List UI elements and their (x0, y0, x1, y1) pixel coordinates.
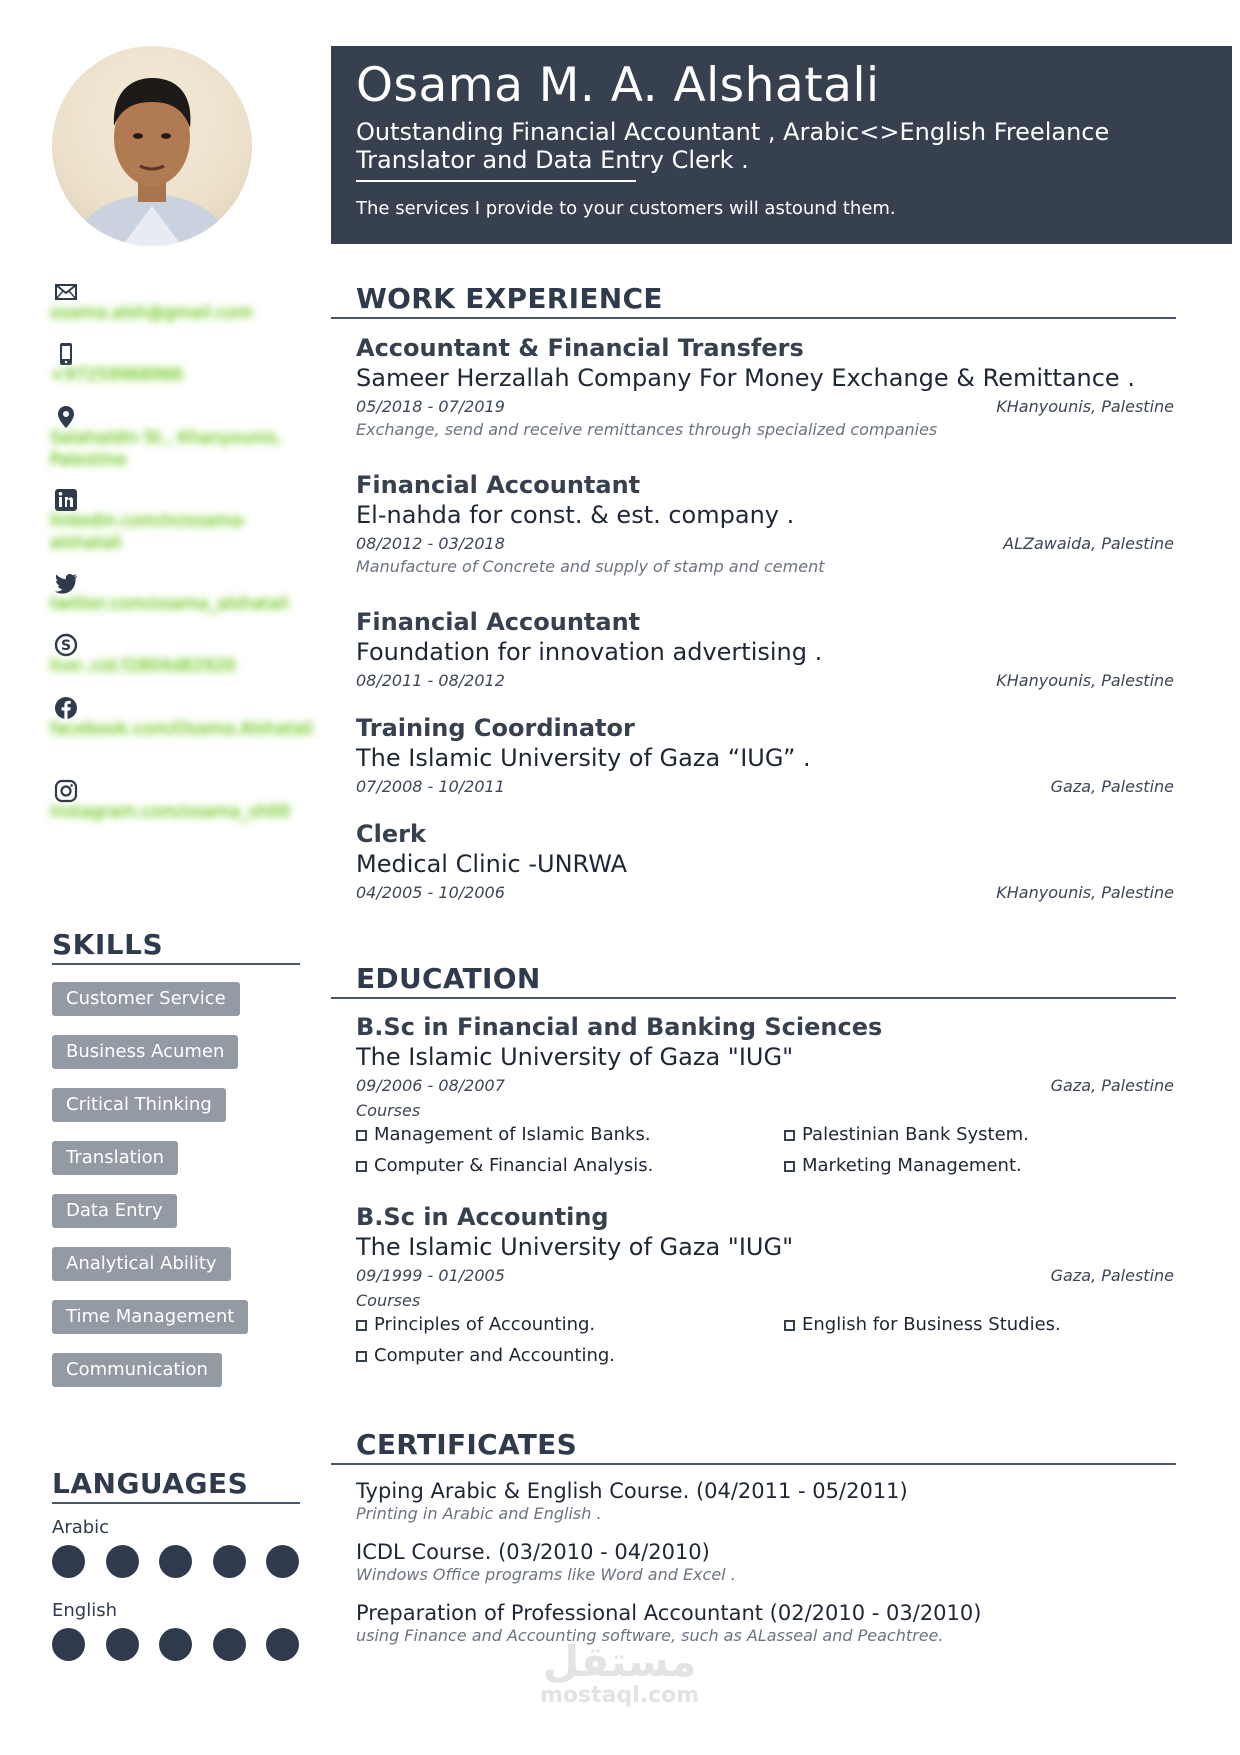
skill-tag: Data Entry (52, 1194, 177, 1228)
contact-instagram[interactable]: instagram.com/osama_sh00 (50, 802, 291, 822)
job-company: Medical Clinic -UNRWA (356, 850, 628, 878)
degree-title: B.Sc in Financial and Banking Sciences (356, 1013, 883, 1041)
job-date: 08/2011 - 08/2012 (356, 671, 505, 690)
education-entry (356, 1012, 1174, 1186)
contact-twitter[interactable]: twitter.com/osama_alshatali (50, 594, 289, 614)
watermark-arabic: مستقل (542, 1637, 697, 1686)
watermark-latin: mostaql.com (540, 1683, 700, 1708)
job-entry (356, 470, 1174, 578)
certificate-description: using Finance and Accounting software, such as ALasseal and Peachtree. (356, 1626, 944, 1645)
profile-portrait (52, 46, 252, 246)
language-level-dot (106, 1628, 139, 1661)
certificate-title: Preparation of Professional Accountant (02/2010 - 03/2010) (356, 1601, 982, 1625)
course-list (356, 1122, 1174, 1186)
certificate-entry (356, 1539, 1174, 1585)
certificate-title: Typing Arabic & English Course. (04/2011 - 05/2011) (356, 1479, 908, 1503)
education-entry (356, 1202, 1174, 1376)
headline: Outstanding Financial Accountant , Arabic<>English Freelance Translator and Data Entry Clerk . (356, 118, 1110, 174)
education-heading: EDUCATION (331, 962, 1176, 999)
job-title: Financial Accountant (356, 471, 641, 499)
person-name: Osama M. A. Alshatali (356, 58, 880, 113)
skill-tag: Analytical Ability (52, 1247, 231, 1281)
job-entry (356, 713, 1174, 799)
job-location: Gaza, Palestine (1050, 777, 1174, 796)
certificate-entry (356, 1478, 1174, 1524)
job-location: ALZawaida, Palestine (1003, 534, 1174, 553)
job-company: Foundation for innovation advertising . (356, 638, 823, 666)
job-company: Sameer Herzallah Company For Money Exchange & Remittance . (356, 364, 1135, 392)
certificate-description: Windows Office programs like Word and Excel . (356, 1565, 736, 1584)
contact-facebook[interactable]: facebook.com/Osama.Alshatali (50, 719, 314, 739)
school-name: The Islamic University of Gaza "IUG" (356, 1233, 794, 1261)
course-item: Management of Islamic Banks. (356, 1124, 651, 1145)
course-list (356, 1312, 1174, 1376)
contact-skype[interactable]: live:.cid.f2804d82920 (50, 656, 236, 676)
courses-label: Courses (356, 1291, 421, 1310)
language-level-dot (106, 1545, 139, 1578)
contact-phone[interactable]: +97259968966 (50, 365, 184, 385)
summary: The services I provide to your customers will astound them. (356, 198, 896, 219)
resume-header (331, 46, 1232, 244)
job-location: KHanyounis, Palestine (996, 671, 1174, 690)
degree-title: B.Sc in Accounting (356, 1203, 609, 1231)
job-title: Financial Accountant (356, 608, 641, 636)
skills-list (52, 982, 302, 1406)
language-level-dot (213, 1628, 246, 1661)
certificate-entry (356, 1600, 1174, 1646)
certificates-heading: CERTIFICATES (331, 1428, 1176, 1465)
school-name: The Islamic University of Gaza "IUG" (356, 1043, 794, 1071)
course-item: Computer and Accounting. (356, 1345, 615, 1366)
job-entry (356, 819, 1174, 905)
language-level-dot (266, 1628, 299, 1661)
job-title: Clerk (356, 820, 426, 848)
skill-tag: Translation (52, 1141, 178, 1175)
courses-label: Courses (356, 1101, 421, 1120)
skill-tag: Customer Service (52, 982, 240, 1016)
skill-tag: Time Management (52, 1300, 248, 1334)
mostaql-watermark (540, 1637, 700, 1708)
language-level-dot (159, 1545, 192, 1578)
job-title: Training Coordinator (356, 714, 635, 742)
skill-tag: Business Acumen (52, 1035, 238, 1069)
job-location: KHanyounis, Palestine (996, 883, 1174, 902)
education-date: 09/2006 - 08/2007 (356, 1076, 505, 1095)
header-divider (356, 180, 636, 182)
job-entry (356, 607, 1174, 693)
job-date: 07/2008 - 10/2011 (356, 777, 505, 796)
course-item: Computer & Financial Analysis. (356, 1155, 653, 1176)
skill-tag: Communication (52, 1353, 222, 1387)
course-item: Principles of Accounting. (356, 1314, 595, 1335)
job-date: 04/2005 - 10/2006 (356, 883, 505, 902)
job-company: The Islamic University of Gaza “IUG” . (356, 744, 811, 772)
language-level-dot (52, 1545, 85, 1578)
language-level-dot (213, 1545, 246, 1578)
language-level-dot (52, 1628, 85, 1661)
language-level-dot (266, 1545, 299, 1578)
course-item: Marketing Management. (784, 1155, 1022, 1176)
svg-text:S: S (60, 638, 72, 654)
job-date: 05/2018 - 07/2019 (356, 397, 505, 416)
skill-tag: Critical Thinking (52, 1088, 226, 1122)
contact-linkedin[interactable]: linkedin.com/in/osama-alshatali (50, 511, 248, 553)
job-location: KHanyounis, Palestine (996, 397, 1174, 416)
language-level-dot (159, 1628, 192, 1661)
job-title: Accountant & Financial Transfers (356, 334, 804, 362)
course-item: Palestinian Bank System. (784, 1124, 1029, 1145)
languages-heading: LANGUAGES (52, 1467, 300, 1504)
job-entry (356, 333, 1174, 441)
education-location: Gaza, Palestine (1050, 1266, 1174, 1285)
certificate-title: ICDL Course. (03/2010 - 04/2010) (356, 1540, 710, 1564)
job-description: Manufacture of Concrete and supply of stamp and cement (356, 557, 825, 576)
certificate-description: Printing in Arabic and English . (356, 1504, 602, 1523)
job-description: Exchange, send and receive remittances through specialized companies (356, 420, 938, 439)
education-location: Gaza, Palestine (1050, 1076, 1174, 1095)
work-experience-heading: WORK EXPERIENCE (331, 282, 1176, 319)
language-name-english: English (52, 1600, 117, 1621)
skills-heading: SKILLS (52, 928, 300, 965)
contact-email[interactable]: osama.alsh@gmail.com (50, 303, 253, 323)
job-company: El-nahda for const. & est. company . (356, 501, 795, 529)
education-date: 09/1999 - 01/2005 (356, 1266, 505, 1285)
profile-photo (52, 46, 252, 246)
course-item: English for Business Studies. (784, 1314, 1061, 1335)
contact-address: Salahaldin St., Khanyounis, Palestine (50, 428, 282, 470)
language-name-arabic: Arabic (52, 1517, 110, 1538)
job-date: 08/2012 - 03/2018 (356, 534, 505, 553)
